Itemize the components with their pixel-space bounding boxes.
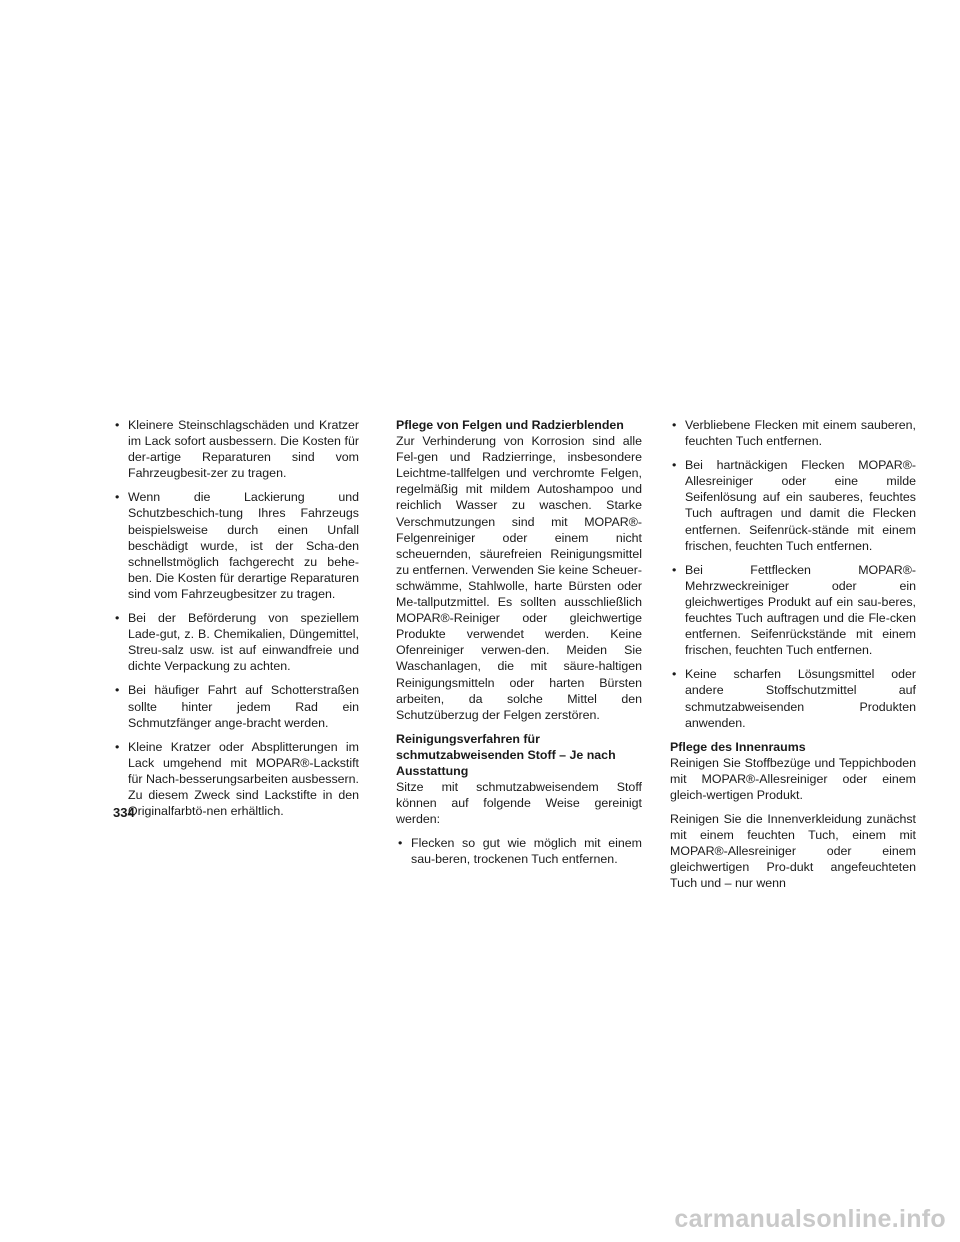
list-item — [670, 457, 916, 554]
section-heading: Reinigungsverfahren für schmutzabweisenden Stoff – Je nach Ausstattung — [396, 731, 616, 778]
column-right — [670, 417, 916, 900]
section-body: Reinigen Sie Stoffbezüge und Teppichboden mit MOPAR®-Allesreiniger oder einem gleich-wertigen Produkt. — [670, 755, 916, 802]
section-body: Reinigen Sie die Innenverkleidung zunächst mit einem feuchten Tuch, einem mit MOPAR®-Allesreiniger oder einem gleichwertigen Pro-dukt angefeuchteten Tuch und – nur wenn — [670, 812, 916, 891]
bullet-text: Kleinere Steinschlagschäden und Kratzer im Lack sofort ausbessern. Die Kosten für der-artige Reparaturen sind vom Fahrzeugbesit-zer zu tragen. — [128, 418, 359, 481]
section-heading: Pflege des Innenraums — [670, 739, 806, 754]
list-item — [396, 835, 642, 867]
bullet-text: Bei Fettflecken MOPAR®-Mehrzweckreiniger oder ein gleichwertiges Produkt auf ein sau-beres, feuchtes Tuch auftragen und die Fle-cken entfernen. Seifenrückstände mit einem frischen, feuchten Tuch entfernen. — [685, 562, 916, 658]
bullet-list-stains — [670, 417, 916, 731]
list-item — [670, 562, 916, 659]
bullet-text: Keine scharfen Lösungsmittel oder andere Stoffschutzmittel auf schmutzabweisenden Produkten anwenden. — [685, 667, 916, 730]
list-item — [670, 417, 916, 449]
section-interior-care — [670, 739, 916, 892]
list-item — [670, 666, 916, 730]
bullet-text: Bei der Beförderung von speziellem Lade-gut, z. B. Chemikalien, Düngemittel, Streu-salz usw. ist auf einwandfreie und dichte Verpackung zu achten. — [128, 611, 359, 674]
section-body: Sitze mit schmutzabweisendem Stoff können auf folgende Weise gereinigt werden: — [396, 780, 642, 827]
bullet-icon: • — [672, 667, 677, 682]
bullet-icon: • — [672, 562, 677, 577]
bullet-text: Bei häufiger Fahrt auf Schotterstraßen sollte hinter jedem Rad ein Schmutzfänger ange-bracht werden. — [128, 683, 359, 730]
page-number: 334 — [113, 805, 135, 820]
bullet-text: Verbliebene Flecken mit einem sauberen, feuchten Tuch entfernen. — [685, 418, 916, 449]
section-wheel-care — [396, 417, 642, 723]
bullet-icon: • — [672, 418, 677, 432]
bullet-icon: • — [398, 836, 403, 851]
bullet-icon: • — [115, 490, 120, 505]
list-item — [113, 489, 359, 602]
section-fabric-cleaning — [396, 731, 642, 868]
bullet-list-fabric — [396, 835, 642, 867]
bullet-icon: • — [115, 611, 120, 626]
list-item — [113, 682, 359, 730]
list-item — [113, 739, 359, 819]
section-body: Zur Verhinderung von Korrosion sind alle Fel-gen und Radzierringe, insbesondere Leichtme-tallfelgen und verchromte Felgen, regelmäßig mit mildem Autoshampoo und reichlich Wasser zu waschen. Starke Verschmutzungen sind mit MOPAR®-Felgenreiniger oder einem nicht scheuernden, säurefreien Reinigungsmittel zu entfernen. Verwenden Sie keine Scheuer-schwämme, Stahlwolle, harte Bürsten oder Me-tallputzmittel. Es sollten ausschließlich MOPAR®-Reiniger oder gleichwertige Produkte verwendet werden. Keine Ofenreiniger verwen-den. Meiden Sie Waschanlagen, die mit säure-haltigen Reinigungsmitteln oder harten Bürsten arbeiten, da solche Mittel den Schutzüberzug der Felgen zerstören. — [396, 434, 642, 722]
bullet-text: Kleine Kratzer oder Absplitterungen im Lack umgehend mit MOPAR®-Lackstift für Nach-besserungsarbeiten ausbessern. Zu diesem Zweck sind Lackstifte in den Originalfarbtö-nen erhältlich. — [128, 739, 359, 819]
bullet-icon: • — [115, 739, 120, 754]
bullet-text: Flecken so gut wie möglich mit einem sau-beren, trockenen Tuch entfernen. — [411, 836, 642, 867]
column-middle — [396, 417, 642, 876]
bullet-text: Wenn die Lackierung und Schutzbeschich-tung Ihres Fahrzeugs beispielsweise durch einen Unfall beschädigt wurde, ist der Scha-den schnellstmöglich fachgerecht zu behe-ben. Die Kosten für derartige Reparaturen sind vom Fahrzeugbesitzer zu tragen. — [128, 490, 359, 601]
bullet-text: Bei hartnäckigen Flecken MOPAR®-Allesreiniger oder eine milde Seifenlösung auf ein sauberes, feuchtes Tuch auftragen und damit die Flecken entfernen. Seifenrück-stände mit einem frischen, feuchten Tuch entfernen. — [685, 458, 916, 553]
bullet-icon: • — [672, 458, 677, 473]
column-left — [113, 417, 359, 827]
watermark-logo: carmanualsonline.info — [674, 1205, 946, 1233]
list-item — [113, 610, 359, 674]
list-item — [113, 417, 359, 481]
section-heading: Pflege von Felgen und Radzierblenden — [396, 418, 624, 432]
bullet-icon: • — [115, 683, 120, 698]
bullet-icon: • — [115, 418, 120, 432]
bullet-list-paint-care — [113, 417, 359, 819]
